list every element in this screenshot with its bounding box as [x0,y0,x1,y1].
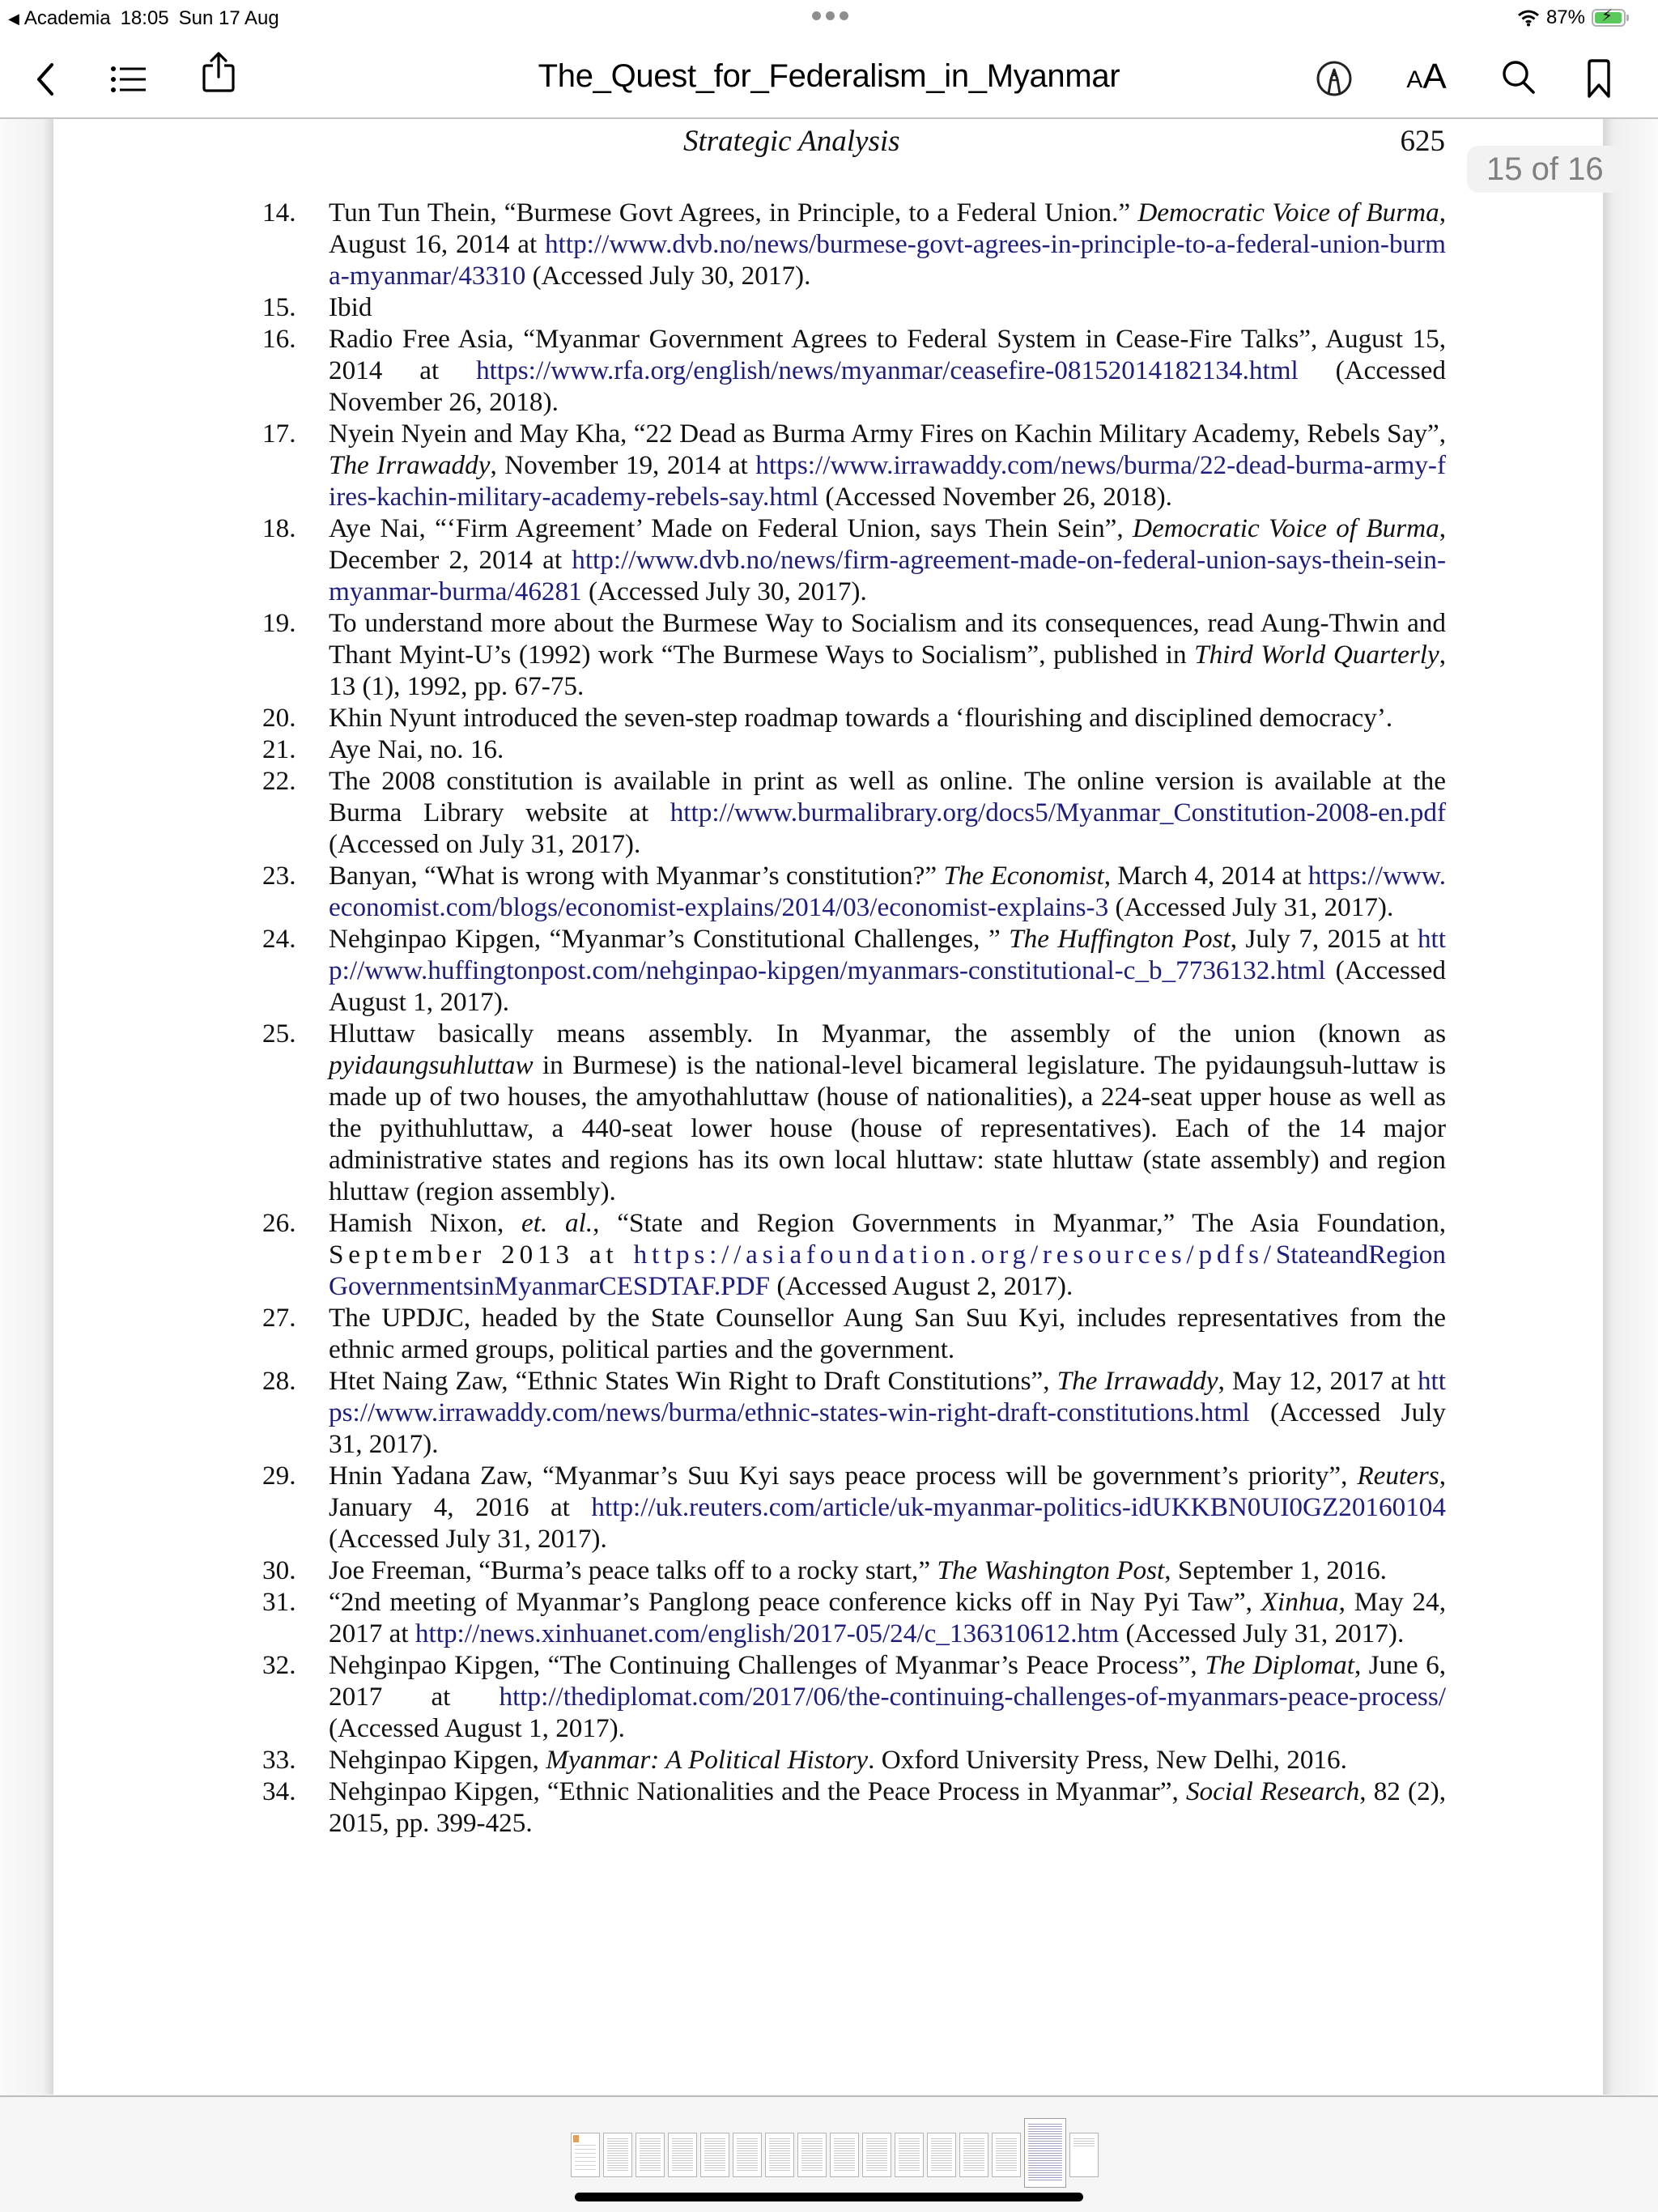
page-thumbnail[interactable] [862,2133,891,2177]
endnote-text: Aye Nai, “‘Firm Agreement’ Made on Federal Union, says Thein Sein”, [329,513,1133,543]
endnote-text: Tun Tun Thein, “Burmese Govt Agrees, in Principle, to a Federal Union.” [329,198,1138,228]
endnote-italic-text: Social Research [1185,1776,1360,1806]
endnote-item [262,513,1446,607]
endnote-text: , August 16, 2014 at [329,198,1446,259]
status-date: Sun 17 Aug [178,7,279,29]
endnote-text: “2nd meeting of Myanmar’s Panglong peace conference kicks off in Nay Pyi Taw”, [329,1587,1261,1617]
page-thumbnail[interactable] [668,2133,697,2177]
back-to-app-label[interactable]: Academia [23,7,111,29]
thumbnail-bar [0,2095,1658,2212]
endnote-text: (Accessed August 1, 2017). [329,955,1446,1017]
endnote-italic-text: The Washington Post [937,1555,1165,1585]
endnote-text: (Accessed August 1, 2017). [329,1713,625,1743]
endnote-text: The UPDJC, headed by the State Counsellor Aung San Suu Kyi, includes representatives from the ethnic armed groups, political parties and the government. [329,1303,1446,1364]
endnote-text: , September 1, 2016. [1164,1555,1387,1585]
endnote-text: September 2013 at [329,1240,634,1270]
pdf-page[interactable] [53,119,1603,2095]
endnote-italic-text: Democratic Voice of Burma [1133,513,1439,543]
endnote-number: 24. [262,924,296,954]
endnote-number: 23. [262,861,296,891]
endnote-italic-text: et. al. [521,1208,593,1238]
battery-percent: 87% [1545,6,1585,28]
endnote-text: Khin Nyunt introduced the seven-step roadmap towards a ‘flourishing and disciplined democracy’. [329,703,1393,733]
endnote-item [262,607,1446,702]
endnote-text: (Accessed July 30, 2017). [581,576,867,606]
endnote-item [262,1365,1446,1460]
page-indicator-badge: 15 of 16 [1467,146,1623,193]
home-indicator[interactable] [575,2193,1083,2201]
endnote-text: (Accessed August 2, 2017). [770,1271,1073,1301]
multitasking-dots-icon[interactable] [812,11,848,20]
endnote-link[interactable]: https://www.rfa.org/english/news/myanmar/ceasefire-08152014182134.html [476,355,1299,385]
endnote-text: Hnin Yadana Zaw, “Myanmar’s Suu Kyi says peace process will be government’s priority”, [329,1461,1358,1491]
endnote-text: , July 7, 2015 at [1230,924,1418,954]
status-time: 18:05 [120,7,169,29]
endnote-link[interactable]: http://www.dvb.no/news/burmese-govt-agrees-in-principle-to-a-federal-union-burma-myanmar/43310 [329,229,1446,291]
page-thumbnail[interactable] [733,2133,762,2177]
endnote-text: , March 4, 2014 at [1103,861,1308,891]
search-icon[interactable] [1501,58,1537,97]
endnote-text: , 82 (2), 2015, pp. 399-425. [329,1776,1447,1838]
endnote-link[interactable]: http://thediplomat.com/2017/06/the-continuing-challenges-of-myanmars-peace-process/ [499,1682,1446,1712]
endnote-item [262,702,1446,734]
endnote-text: in Burmese) is the national-level bicameral legislature. The pyidaungsuh-luttaw is made up of two houses, the amyothahluttaw (house of nationalities), a 224-seat upper house as well as the pyithuhluttaw, a 440-seat lower house (house of representatives). Each of the 14 major administrative states and regions has its own local hluttaw: state hluttaw (state assembly) and region hluttaw (region assembly). [329,1050,1446,1206]
endnote-text: Aye Nai, no. 16. [329,734,504,764]
page-thumbnail-current[interactable] [1024,2118,1066,2188]
endnote-number: 14. [262,198,296,228]
endnote-link[interactable]: http://www.dvb.no/news/firm-agreement-made-on-federal-union-says-thein-sein-myanmar-burma/46281 [329,545,1446,606]
endnote-italic-text: The Irrawaddy [1056,1366,1218,1396]
page-thumbnail[interactable] [765,2133,794,2177]
endnote-text: Radio Free Asia, “Myanmar Government Agrees to Federal System in Cease-Fire Talks”, August 15, 2014 at [329,324,1446,385]
endnote-item [262,323,1446,418]
endnote-text: Nehginpao Kipgen, “Ethnic Nationalities and the Peace Process in Myanmar”, [329,1776,1186,1806]
page-thumbnail[interactable] [830,2133,859,2177]
endnote-italic-text: The Huffington Post [1009,924,1231,954]
endnote-italic-text: pyidaungsuhluttaw [329,1050,534,1080]
endnote-number: 34. [262,1776,296,1806]
wifi-icon [1517,9,1540,27]
endnote-item [262,291,1446,323]
endnote-italic-text: Xinhua [1261,1587,1339,1617]
endnote-text: . Oxford University Press, New Delhi, 2016. [868,1745,1347,1775]
endnote-text: (Accessed July 31, 2017). [1119,1619,1405,1648]
text-size-large-a: A [1422,57,1447,96]
endnote-text: (Accessed July 31, 2017). [329,1397,1446,1459]
bookmark-icon[interactable] [1585,58,1613,99]
reader-toolbar [0,40,1658,119]
status-left [8,7,279,30]
page-thumbnail[interactable] [1069,2133,1099,2177]
endnote-link[interactable]: http://www.burmalibrary.org/docs5/Myanmar_Constitution-2008-en.pdf [670,798,1446,827]
endnote-text: Htet Naing Zaw, “Ethnic States Win Right to Draft Constitutions”, [329,1366,1057,1396]
endnote-number: 20. [262,703,296,733]
page-gutter-left [0,119,53,2095]
endnote-number: 16. [262,324,296,354]
running-header [53,119,1603,168]
endnote-item [262,418,1446,513]
endnote-text: The 2008 constitution is available in print as well as online. The online version is available at the Burma Library website at [329,766,1446,827]
endnote-text: Nehginpao Kipgen, “The Continuing Challenges of Myanmar’s Peace Process”, [329,1650,1205,1680]
endnote-number: 25. [262,1019,296,1049]
endnote-item [262,1555,1446,1586]
page-thumbnail-strip[interactable] [571,2112,1102,2188]
endnote-italic-text: The Economist [943,861,1104,891]
endnote-number: 32. [262,1650,296,1680]
endnote-text: Ibid [329,292,372,322]
endnote-link[interactable]: https://www.economist.com/blogs/economist-explains/2014/03/economist-explains-3 [329,861,1446,922]
endnote-text: , January 4, 2016 at [329,1461,1446,1522]
endnote-text: , June 6, 2017 at [329,1650,1446,1712]
endnote-text: Nyein Nyein and May Kha, “22 Dead as Burma Army Fires on Kachin Military Academy, Rebels Say”, [329,419,1446,449]
endnote-italic-text: Reuters [1357,1461,1439,1491]
endnote-link[interactable]: http://uk.reuters.com/article/uk-myanmar-politics-idUKKBN0UI0GZ20160104 [591,1492,1446,1522]
endnote-number: 21. [262,734,296,764]
endnote-text: , December 2, 2014 at [329,513,1446,575]
endnote-item [262,1018,1446,1207]
endnote-italic-text: Democratic Voice of Burma [1137,198,1439,228]
endnote-text: (Accessed July 30, 2017). [525,261,811,291]
endnote-item [262,1302,1446,1365]
journal-title: Strategic Analysis [683,125,900,158]
endnote-text: , 13 (1), 1992, pp. 67-75. [329,640,1446,701]
page-thumbnail[interactable] [959,2133,988,2177]
endnote-text: Nehginpao Kipgen, “Myanmar’s Constitutional Challenges, ” [329,924,1010,954]
endnote-item [262,1776,1446,1839]
endnote-text: (Accessed November 26, 2018). [329,355,1446,417]
endnote-text: Banyan, “What is wrong with Myanmar’s constitution?” [329,861,944,891]
page-number: 625 [1400,125,1445,158]
endnote-text: (Accessed November 26, 2018). [818,482,1172,512]
endnote-number: 31. [262,1587,296,1617]
endnote-item [262,1460,1446,1555]
endnote-item [262,923,1446,1018]
status-bar [0,0,1658,40]
endnote-text: Hluttaw basically means assembly. In Myanmar, the assembly of the union (known as [329,1019,1446,1049]
endnote-number: 17. [262,419,296,449]
endnote-link[interactable]: https://www.irrawaddy.com/news/burma/ethnic-states-win-right-draft-constitutions.html [329,1366,1446,1427]
endnote-link[interactable]: http://www.huffingtonpost.com/nehginpao-kipgen/myanmars-constitutional-c_b_7736132.html [329,924,1446,985]
endnote-text: Hamish Nixon, [329,1208,522,1238]
endnote-number: 15. [262,292,296,322]
endnotes-list [262,197,1446,1839]
endnote-number: 26. [262,1208,296,1238]
endnote-number: 30. [262,1555,296,1585]
page-thumbnail[interactable] [927,2133,956,2177]
endnote-item [262,197,1446,291]
page-thumbnail[interactable] [700,2133,729,2177]
endnote-item [262,1649,1446,1744]
endnote-text: , “State and Region Governments in Myanmar,” The Asia Foundation, [593,1208,1446,1238]
text-size-small-a: A [1406,66,1423,93]
back-to-app-icon[interactable]: ◀ [8,10,19,27]
endnote-link[interactable]: StateandRegionGovernmentsinMyanmarCESDTAF.PDF [329,1240,1446,1301]
endnote-italic-text: Third World Quarterly [1194,640,1439,670]
page-thumbnail[interactable] [992,2133,1021,2177]
endnote-number: 19. [262,608,296,638]
endnote-number: 33. [262,1745,296,1775]
endnote-text: , May 12, 2017 at [1218,1366,1418,1396]
endnote-italic-text: Myanmar: A Political History [546,1745,869,1775]
endnote-number: 29. [262,1461,296,1491]
endnote-item [262,1207,1446,1302]
markup-pen-icon[interactable] [1315,59,1354,98]
endnote-link[interactable]: https://asiafoundation.org/resources/pdfs/ [633,1240,1276,1270]
charging-bolt-icon: ⚡︎ [1601,7,1613,25]
endnote-item [262,1744,1446,1776]
endnote-link[interactable]: https://www.irrawaddy.com/news/burma/22-dead-burma-army-fires-kachin-military-academy-rebels-say.html [329,450,1447,512]
endnote-text: Joe Freeman, “Burma’s peace talks off to a rocky start,” [329,1555,937,1585]
endnote-text: (Accessed July 31, 2017). [329,1524,607,1554]
status-right [1517,6,1629,29]
endnote-link[interactable]: http://news.xinhuanet.com/english/2017-05/24/c_136310612.htm [414,1619,1120,1648]
endnote-italic-text: The Diplomat [1205,1650,1354,1680]
endnote-italic-text: The Irrawaddy [329,450,491,480]
endnote-text: (Accessed July 31, 2017). [1108,892,1394,922]
page-gutter-right [1603,119,1658,2095]
endnote-item [262,765,1446,860]
endnote-number: 18. [262,513,296,543]
endnote-text: , May 24, 2017 at [329,1587,1446,1648]
endnote-item [262,860,1446,923]
endnote-text: To understand more about the Burmese Way to Socialism and its consequences, read Aung-Thwin and Thant Myint-U’s (1992) work “The Burmese Ways to Socialism”, published in [329,608,1446,670]
page-thumbnail[interactable] [797,2133,827,2177]
endnote-text: , November 19, 2014 at [490,450,756,480]
page-thumbnail[interactable] [603,2133,632,2177]
text-size-icon[interactable] [1404,58,1449,96]
document-title: The_Quest_for_Federalism_in_Myanmar [538,58,1120,94]
endnote-text: Nehginpao Kipgen, [329,1745,546,1775]
endnote-number: 27. [262,1303,296,1333]
page-thumbnail[interactable] [895,2133,924,2177]
endnote-number: 28. [262,1366,296,1396]
endnote-item [262,1586,1446,1649]
endnote-text: (Accessed on July 31, 2017). [329,829,641,859]
endnote-number: 22. [262,766,296,796]
page-thumbnail[interactable] [636,2133,665,2177]
page-thumbnail[interactable] [571,2133,600,2177]
endnote-item [262,734,1446,765]
battery-icon [1592,9,1626,27]
